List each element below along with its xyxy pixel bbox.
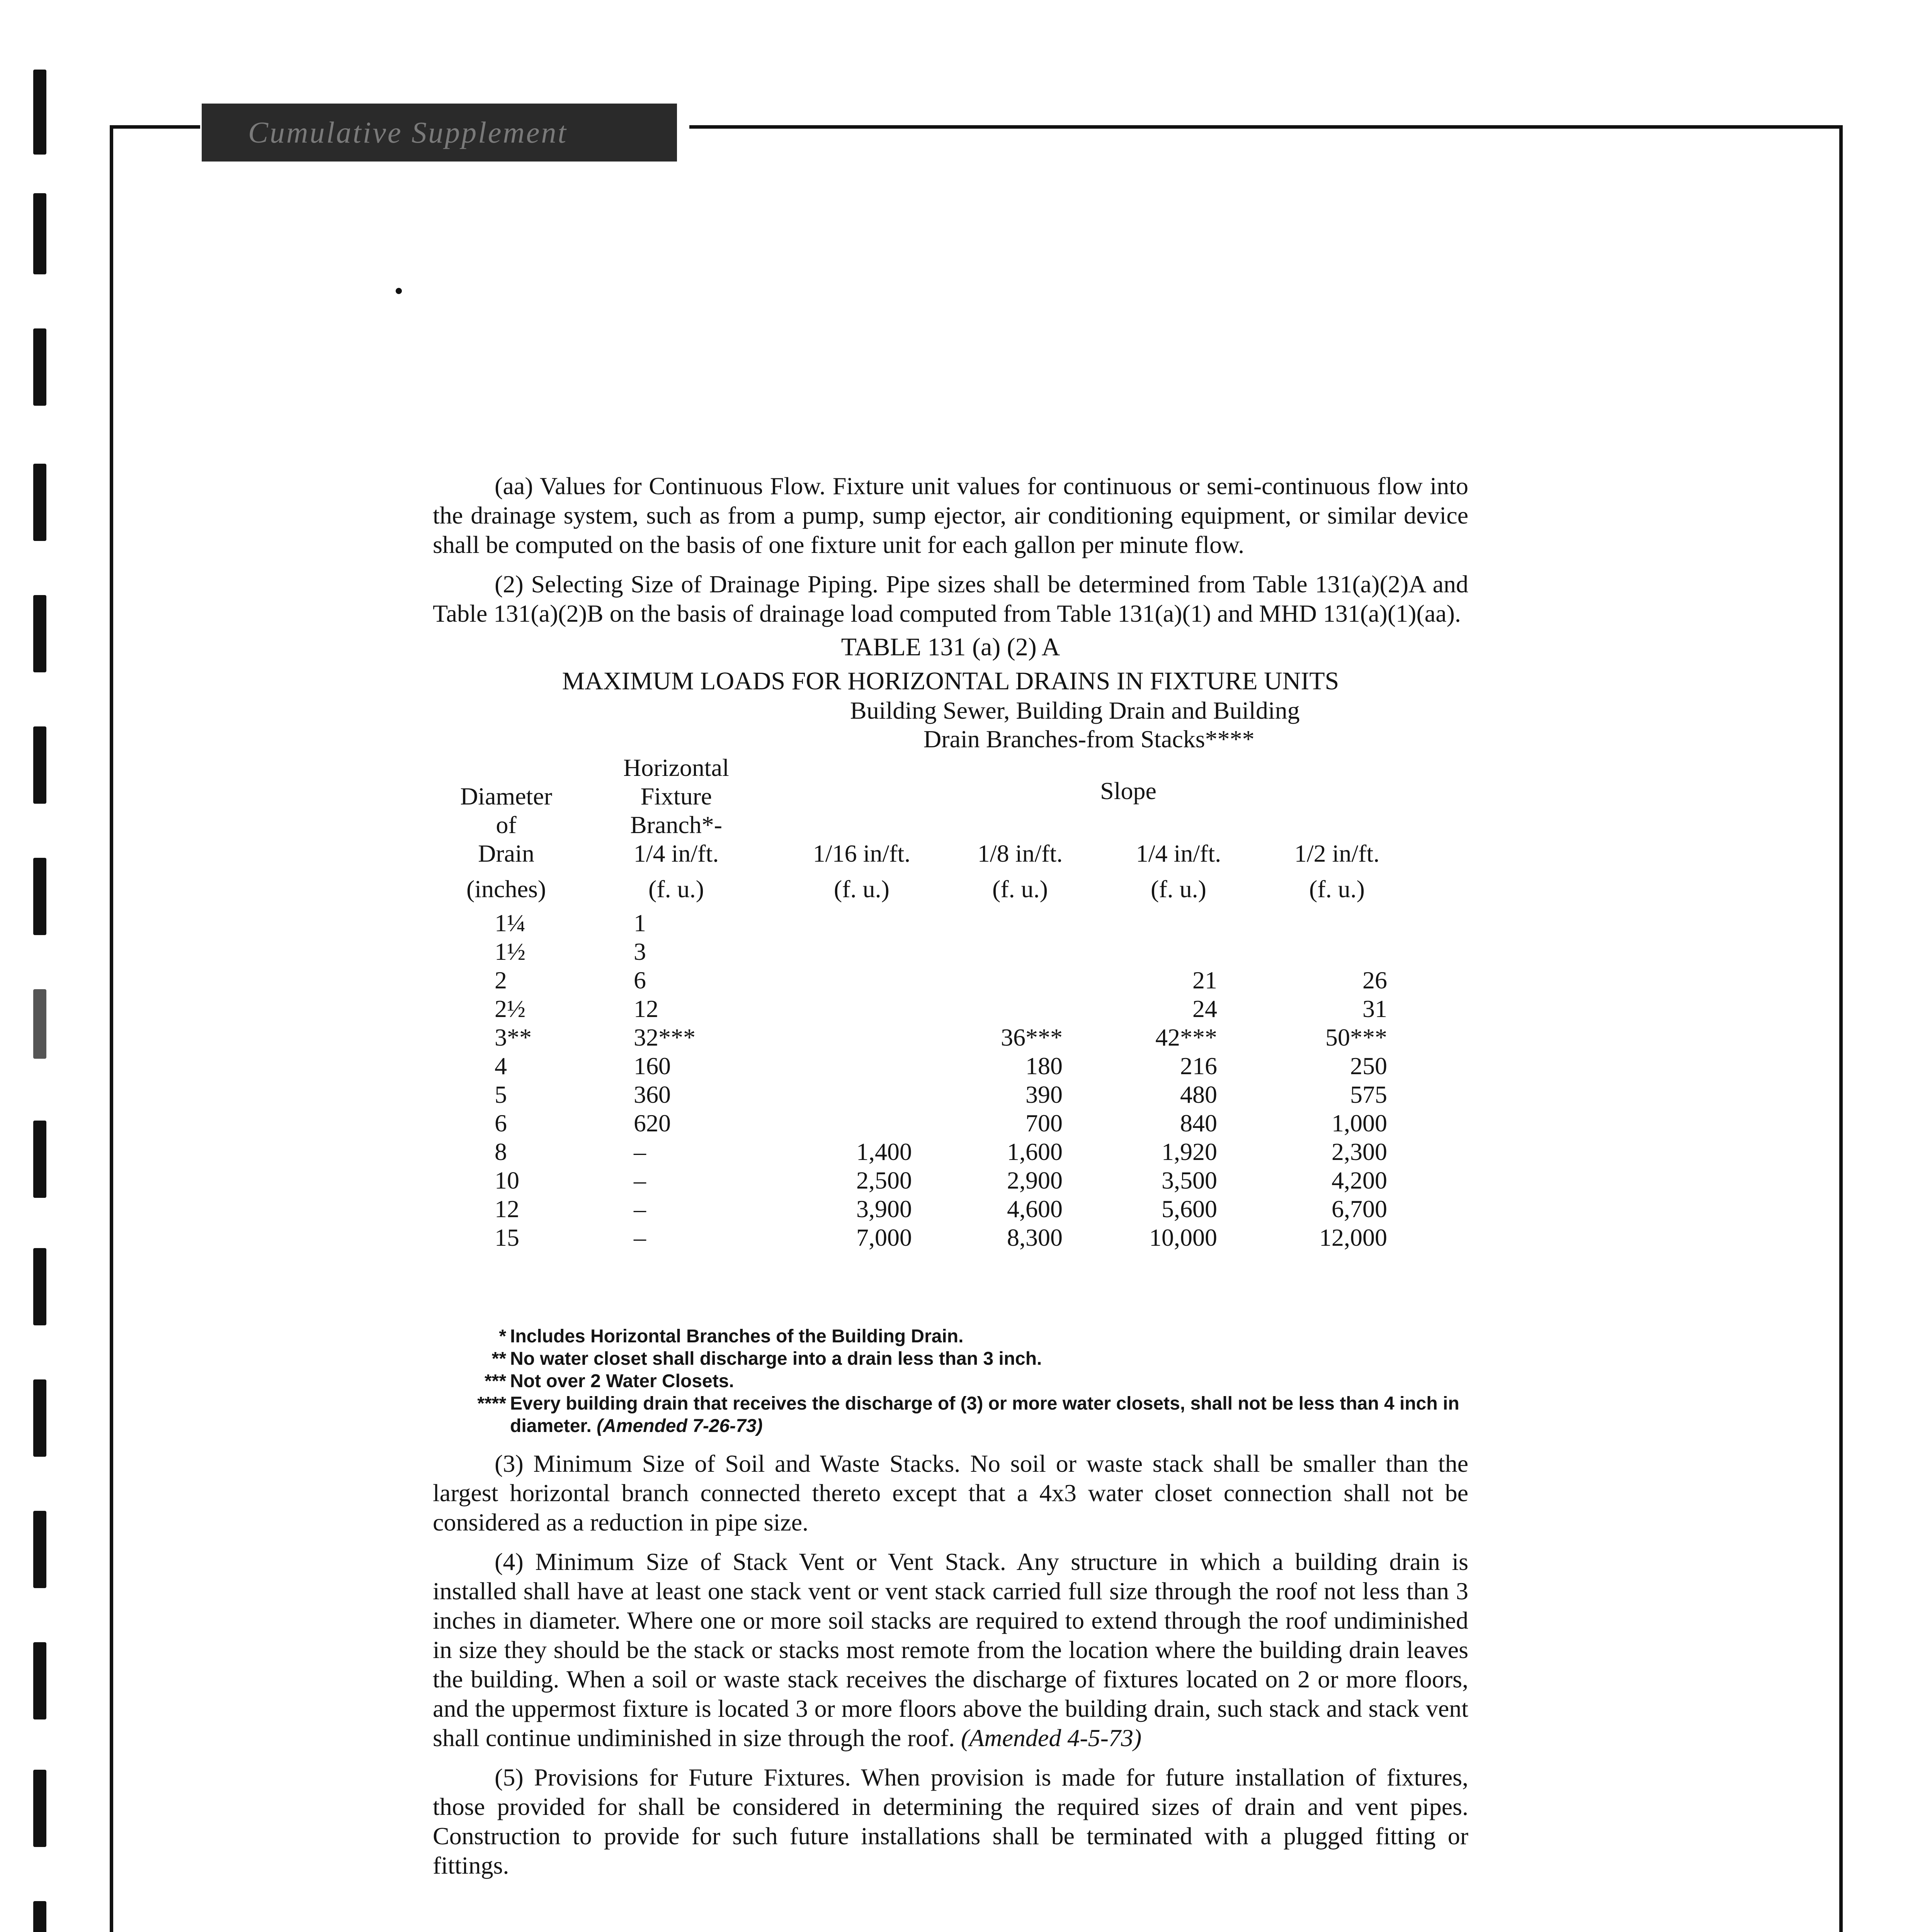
- footnote-text: Includes Horizontal Branches of the Building Drain.: [510, 1326, 964, 1347]
- table-cell: 4: [495, 1052, 507, 1080]
- footnote-text: Every building drain that receives the discharge of (3) or more water closets, shall not be less than 4 inch in diameter.: [510, 1393, 1459, 1436]
- header-text: (f. u.): [834, 875, 889, 903]
- table-cell: 5,600: [1162, 1195, 1217, 1223]
- paragraph-5: (5) Provisions for Future Fixtures. When provision is made for future installation of fixtures, those provided for shall be considered in determining the required sizes of drain and vent pipes. Construction to provide for such future installations shall be terminated with a plugged fitting or fittings.: [433, 1764, 1468, 1879]
- binding-hole: [33, 328, 46, 406]
- table-cell: 8: [495, 1138, 507, 1165]
- table-cell: 5: [495, 1081, 507, 1108]
- binding-hole: [33, 1379, 46, 1457]
- table-cell: 10,000: [1149, 1224, 1217, 1251]
- frame-top-right: [689, 125, 1843, 129]
- binding-hole: [33, 1642, 46, 1719]
- table-cell: 50***: [1325, 1024, 1387, 1051]
- binding-hole: [33, 1248, 46, 1325]
- header-text: (f. u.): [1151, 875, 1206, 903]
- table-cell: 26: [1362, 966, 1387, 994]
- table-cell: 6,700: [1332, 1195, 1387, 1223]
- binding-hole: [33, 989, 46, 1059]
- table-cell: 42***: [1155, 1024, 1217, 1051]
- header-text: 1/8 in/ft.: [977, 840, 1063, 867]
- binding-hole: [33, 1901, 46, 1932]
- header-text: 1/4 in/ft.: [633, 840, 719, 867]
- header-text: Drain: [478, 840, 534, 867]
- main-content: [433, 471, 1468, 1880]
- table-cell: 3: [634, 938, 646, 965]
- table-cell: –: [634, 1224, 646, 1251]
- table-subtitle: MAXIMUM LOADS FOR HORIZONTAL DRAINS IN FIXTURE UNITS: [562, 667, 1339, 695]
- table-cell: 32***: [634, 1024, 696, 1051]
- table-cell: 3,900: [856, 1195, 912, 1223]
- frame-right: [1839, 125, 1843, 1932]
- header-text: 1/16 in/ft.: [813, 840, 911, 867]
- binding-hole: [33, 193, 46, 274]
- frame-top-left: [110, 125, 200, 129]
- header-text: 1/4 in/ft.: [1136, 840, 1221, 867]
- col-header-slope-1-16: [788, 839, 935, 903]
- table-cell: 1,600: [1007, 1138, 1063, 1165]
- col-header-branch: [611, 753, 742, 903]
- table-cell: 2,500: [856, 1167, 912, 1194]
- drain-load-table: [433, 753, 1468, 1321]
- table-cell: 2½: [495, 995, 526, 1022]
- footnote-marker: *: [499, 1326, 506, 1347]
- table-group-header: [433, 696, 1468, 753]
- table-cell: 390: [1026, 1081, 1063, 1108]
- paragraph-2: (2) Selecting Size of Drainage Piping. Pipe sizes shall be determined from Table 131(a)(2)A and Table 131(a)(2)B on the basis of drainage load computed from Table 131(a)(1) and MHD 131(a)(1)(aa).: [433, 570, 1468, 627]
- header-text: 1/2 in/ft.: [1294, 840, 1380, 867]
- table-cell: 7,000: [856, 1224, 912, 1251]
- table-cell: 2,300: [1332, 1138, 1387, 1165]
- table-footnotes: [433, 1325, 1468, 1437]
- header-text: (f. u.): [1309, 875, 1365, 903]
- table-cell: 1,400: [856, 1138, 912, 1165]
- paragraph-4-amendment: (Amended 4-5-73): [961, 1724, 1142, 1752]
- table-cell: 1½: [495, 938, 526, 965]
- paragraph-aa: (aa) Values for Continuous Flow. Fixture unit values for continuous or semi-continuous flow into the drainage system, such as from a pump, sump ejector, air conditioning equipment, or similar device shall be computed on the basis of one fixture unit for each gallon per minute flow.: [433, 472, 1468, 558]
- footnote: [433, 1370, 1468, 1393]
- header-text: Branch*-: [630, 811, 723, 838]
- table-cell: 3**: [495, 1024, 532, 1051]
- header-text: Horizontal: [623, 754, 729, 781]
- table-cell: 216: [1180, 1052, 1217, 1080]
- binding-hole: [33, 726, 46, 804]
- binding-hole: [33, 1511, 46, 1588]
- table-cell: 2,900: [1007, 1167, 1063, 1194]
- table-cell: 15: [495, 1224, 519, 1251]
- table-cell: 700: [1026, 1109, 1063, 1137]
- table-cell: 8,300: [1007, 1224, 1063, 1251]
- footnote-marker: **: [492, 1349, 506, 1369]
- group-header-line2: Drain Branches-from Stacks****: [923, 725, 1255, 753]
- table-cell: –: [634, 1195, 646, 1223]
- table-cell: 575: [1350, 1081, 1387, 1108]
- header-text: (inches): [466, 875, 546, 903]
- table-cell: 6: [495, 1109, 507, 1137]
- slope-header: Slope: [1100, 777, 1156, 804]
- footnote-marker: ***: [484, 1371, 506, 1391]
- footnote-text: Not over 2 Water Closets.: [510, 1371, 734, 1391]
- footnote-marker: ****: [477, 1393, 506, 1414]
- table-cell: 1¼: [495, 909, 526, 937]
- col-header-slope-1-4: [1105, 839, 1252, 903]
- table-cell: 12,000: [1319, 1224, 1387, 1251]
- table-cell: 180: [1026, 1052, 1063, 1080]
- table-cell: 10: [495, 1167, 519, 1194]
- binding-hole: [33, 595, 46, 672]
- table-cell: 1,000: [1332, 1109, 1387, 1137]
- table-cell: 12: [634, 995, 658, 1022]
- col-header-slope-1-8: [947, 839, 1094, 903]
- col-header-slope-1-2: [1264, 839, 1410, 903]
- binding-hole: [33, 464, 46, 541]
- binding-hole: [33, 1121, 46, 1198]
- footnote: [433, 1348, 1468, 1370]
- table-cell: 250: [1350, 1052, 1387, 1080]
- footnote: [433, 1393, 1468, 1437]
- paragraph-4: [433, 1547, 1468, 1753]
- footnote-amendment: (Amended 7-26-73): [597, 1416, 763, 1436]
- table-cell: 24: [1192, 995, 1217, 1022]
- table-cell: 480: [1180, 1081, 1217, 1108]
- binding-hole: [33, 1770, 46, 1847]
- footnote: [433, 1325, 1468, 1348]
- table-cell: 21: [1192, 966, 1217, 994]
- group-header-line1: Building Sewer, Building Drain and Building: [850, 697, 1300, 724]
- table-cell: 36***: [1001, 1024, 1063, 1051]
- header-text: Diameter: [460, 782, 553, 810]
- binding-hole: [33, 858, 46, 935]
- table-cell: –: [634, 1167, 646, 1194]
- table-cell: 4,600: [1007, 1195, 1063, 1223]
- header-text: Fixture: [640, 782, 712, 810]
- table-cell: 2: [495, 966, 507, 994]
- table-cell: 840: [1180, 1109, 1217, 1137]
- table-cell: 1: [634, 909, 646, 937]
- paragraph-3: (3) Minimum Size of Soil and Waste Stacks. No soil or waste stack shall be smaller than the largest horizontal branch connected thereto except that a 4x3 water closet connection shall not be considered as a reduction in pipe size.: [433, 1450, 1468, 1536]
- table-cell: 6: [634, 966, 646, 994]
- table-cell: –: [634, 1138, 646, 1165]
- table-cell: 160: [634, 1052, 671, 1080]
- header-band: Cumulative Supplement: [202, 104, 677, 162]
- header-text: (f. u.): [992, 875, 1048, 903]
- paragraph-4-text: (4) Minimum Size of Stack Vent or Vent Stack. Any structure in which a building drain is installed shall have at least one stack vent or vent stack carried full size through the roof not less than 3 inches in diameter. Where one or more soil stacks are required to extend through the roof undiminished in size they should be the stack or stacks most remote from the location where the building drain leaves the building. When a soil or waste stack receives the discharge of fixtures located on 2 or more floors, and the uppermost fixture is located 3 or more floors above the building drain, such stack and stack vent shall continue undiminished in size through the roof.: [433, 1548, 1468, 1752]
- table-cell: 3,500: [1162, 1167, 1217, 1194]
- frame-left: [110, 125, 113, 1932]
- table-title: TABLE 131 (a) (2) A: [841, 633, 1060, 661]
- table-cell: 620: [634, 1109, 671, 1137]
- speck: [396, 288, 402, 294]
- table-cell: 31: [1362, 995, 1387, 1022]
- header-text: of: [496, 811, 517, 838]
- col-header-diameter: [433, 782, 580, 903]
- binding-hole: [33, 70, 46, 155]
- table-cell: 12: [495, 1195, 519, 1223]
- table-cell: 360: [634, 1081, 671, 1108]
- table-cell: 1,920: [1162, 1138, 1217, 1165]
- footnote-text: No water closet shall discharge into a drain less than 3 inch.: [510, 1349, 1042, 1369]
- header-text: (f. u.): [648, 875, 704, 903]
- table-cell: 4,200: [1332, 1167, 1387, 1194]
